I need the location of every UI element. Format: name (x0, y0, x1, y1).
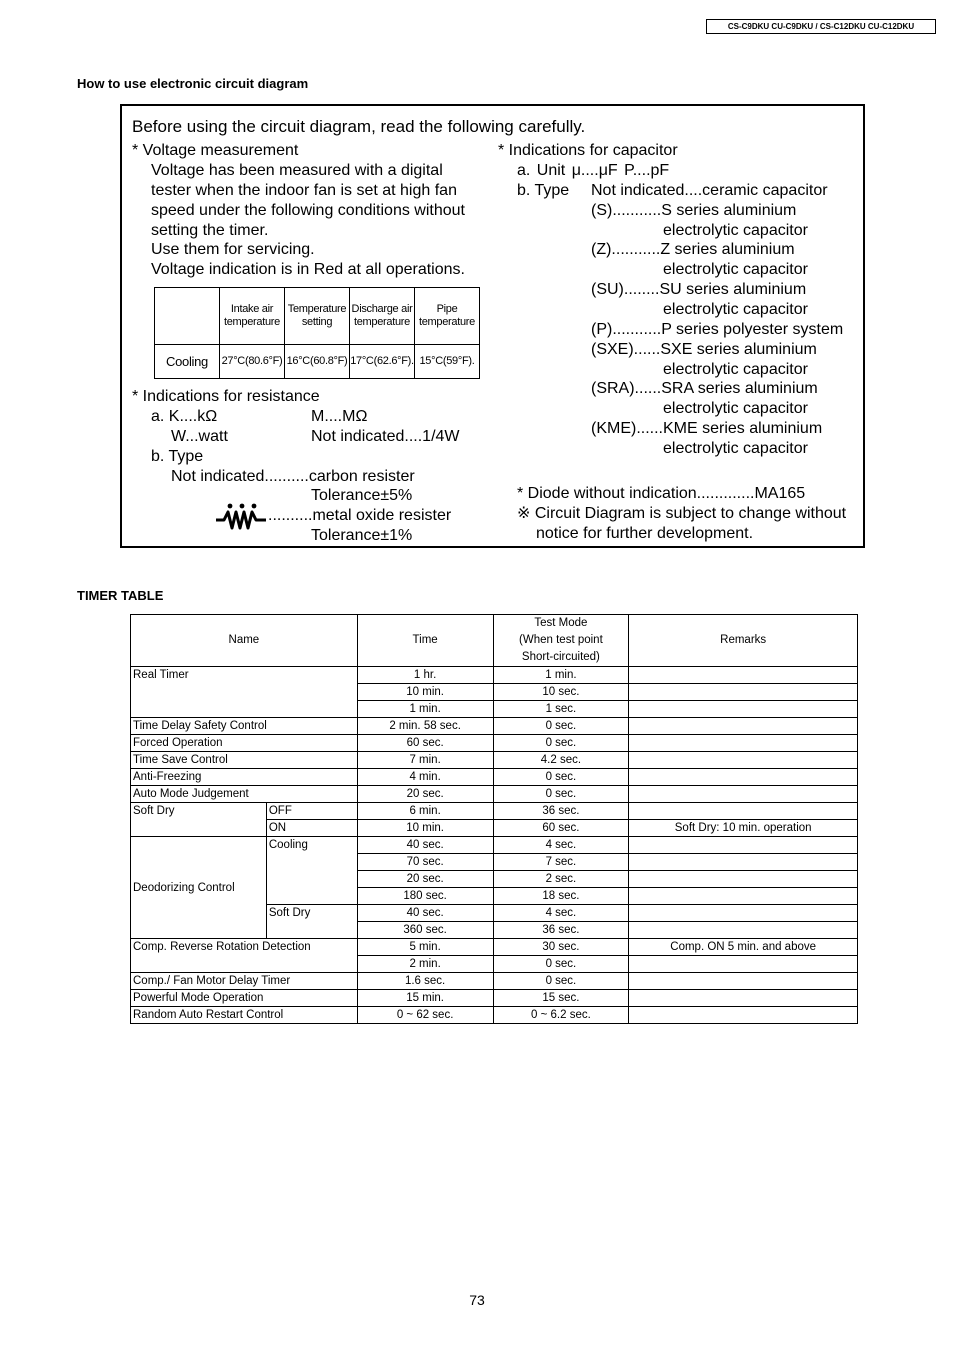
resistance-unit-m: M....MΩ (311, 408, 368, 425)
remarks-cell (629, 990, 858, 1007)
conditions-corner-cell (155, 288, 220, 345)
row-name: Powerful Mode Operation (131, 990, 358, 1007)
table-row (131, 769, 858, 786)
table-row (131, 735, 858, 752)
test-mode-cell: 0 sec. (493, 769, 629, 786)
table-row (131, 837, 858, 854)
test-mode-cell: 0 sec. (493, 973, 629, 990)
remarks-cell (629, 922, 858, 939)
header-remarks: Remarks (629, 615, 858, 667)
resistance-type-label: b. Type (151, 448, 204, 465)
header-name: Name (131, 615, 358, 667)
time-cell: 0 ~ 62 sec. (357, 1007, 493, 1024)
test-mode-cell: 2 sec. (493, 871, 629, 888)
remarks-cell (629, 956, 858, 973)
capacitor-type-desc: electrolytic capacitor (663, 440, 808, 457)
row-name: Anti-Freezing (131, 769, 358, 786)
time-cell: 60 sec. (357, 735, 493, 752)
conditions-value: 27°C(80.6°F) (220, 345, 285, 379)
row-name: Soft Dry (131, 803, 267, 837)
test-mode-cell: 7 sec. (493, 854, 629, 871)
conditions-value: 16°C(60.8°F) (285, 345, 350, 379)
header-test-mode-line: Test Mode (534, 617, 588, 629)
resistance-metal-tolerance: Tolerance±1% (311, 527, 413, 544)
time-cell: 40 sec. (357, 837, 493, 854)
capacitor-type: (S)...........S series aluminium (591, 202, 797, 219)
remarks-cell (629, 905, 858, 922)
voltage-heading: * Voltage measurement (132, 142, 299, 159)
remarks-cell (629, 735, 858, 752)
time-cell: 20 sec. (357, 871, 493, 888)
test-mode-cell: 0 sec. (493, 956, 629, 973)
metal-oxide-resistor-symbol-icon (214, 502, 268, 532)
test-mode-cell: 0 sec. (493, 718, 629, 735)
resistance-metal-oxide: ..........metal oxide resister (268, 507, 452, 524)
remarks-cell (629, 718, 858, 735)
table-row (131, 939, 858, 956)
capacitor-type-desc: electrolytic capacitor (663, 400, 808, 417)
resistance-carbon-tolerance: Tolerance±5% (311, 487, 413, 504)
voltage-line: setting the timer. (151, 222, 269, 239)
capacitor-type-desc: electrolytic capacitor (663, 222, 808, 239)
time-cell: 6 min. (357, 803, 493, 820)
conditions-header: Discharge air temperature (350, 288, 415, 345)
capacitor-type: (SRA)......SRA series aluminium (591, 380, 818, 397)
remarks-cell (629, 752, 858, 769)
capacitor-type: (SXE)......SXE series aluminium (591, 341, 817, 358)
capacitor-type-ceramic: Not indicated....ceramic capacitor (591, 182, 828, 199)
test-mode-cell: 30 sec. (493, 939, 629, 956)
capacitor-type-desc: electrolytic capacitor (663, 301, 808, 318)
row-subname: Cooling (266, 837, 357, 905)
test-mode-cell: 36 sec. (493, 922, 629, 939)
conditions-value: 15°C(59°F). (415, 345, 480, 379)
voltage-line: tester when the indoor fan is set at high fan (151, 182, 457, 199)
remarks-cell (629, 684, 858, 701)
capacitor-type-desc: electrolytic capacitor (663, 361, 808, 378)
capacitor-type: (KME)......KME series aluminium (591, 420, 823, 437)
time-cell: 40 sec. (357, 905, 493, 922)
remarks-cell (629, 701, 858, 718)
voltage-line: Voltage indication is in Red at all operations. (151, 261, 465, 278)
header-test-mode-line: Short-circuited) (521, 651, 600, 663)
row-name: Comp. Reverse Rotation Detection (131, 939, 358, 973)
table-row (131, 667, 858, 684)
section-title-circuit: How to use electronic circuit diagram (77, 76, 309, 91)
row-name: Comp./ Fan Motor Delay Timer (131, 973, 358, 990)
conditions-table (154, 287, 480, 379)
voltage-line: Use them for servicing. (151, 241, 315, 258)
capacitor-heading: * Indications for capacitor (498, 142, 678, 159)
test-mode-cell: 1 min. (493, 667, 629, 684)
time-cell: 5 min. (357, 939, 493, 956)
remarks-cell (629, 973, 858, 990)
time-cell: 2 min. 58 sec. (357, 718, 493, 735)
row-name: Forced Operation (131, 735, 358, 752)
conditions-mode: Cooling (155, 345, 220, 379)
time-cell: 7 min. (357, 752, 493, 769)
header-test-mode-line: (When test point (519, 634, 603, 646)
row-subname: Soft Dry (266, 905, 357, 939)
time-cell: 20 sec. (357, 786, 493, 803)
test-mode-cell: 4.2 sec. (493, 752, 629, 769)
header-test-mode (493, 615, 629, 667)
time-cell: 4 min. (357, 769, 493, 786)
capacitor-type: (Z)...........Z series aluminium (591, 241, 795, 258)
test-mode-cell: 60 sec. (493, 820, 629, 837)
circuit-notes-title: Before using the circuit diagram, read the following carefully. (132, 117, 586, 136)
test-mode-cell: 0 ~ 6.2 sec. (493, 1007, 629, 1024)
table-row (131, 752, 858, 769)
remarks-cell: Comp. ON 5 min. and above (629, 939, 858, 956)
capacitor-type: (SU)........SU series aluminium (591, 281, 807, 298)
resistance-heading: * Indications for resistance (132, 388, 320, 405)
time-cell: 2 min. (357, 956, 493, 973)
test-mode-cell: 1 sec. (493, 701, 629, 718)
test-mode-cell: 18 sec. (493, 888, 629, 905)
voltage-line: speed under the following conditions without (151, 202, 465, 219)
remarks-cell (629, 769, 858, 786)
remarks-cell (629, 1007, 858, 1024)
time-cell: 10 min. (357, 820, 493, 837)
time-cell: 10 min. (357, 684, 493, 701)
capacitor-type-label: b. Type (517, 182, 570, 199)
row-name: Time Save Control (131, 752, 358, 769)
time-cell: 1 min. (357, 701, 493, 718)
remarks-cell (629, 854, 858, 871)
timer-table (130, 614, 858, 1024)
row-subname: ON (266, 820, 357, 837)
remarks-cell (629, 871, 858, 888)
table-header-row (131, 615, 858, 667)
time-cell: 15 min. (357, 990, 493, 1007)
resistance-default-watt: Not indicated....1/4W (311, 428, 460, 445)
capacitor-type: (P)...........P series polyester system (591, 321, 844, 338)
table-row (131, 990, 858, 1007)
table-row (131, 1007, 858, 1024)
conditions-header: Intake air temperature (220, 288, 285, 345)
row-name: Auto Mode Judgement (131, 786, 358, 803)
header-time: Time (357, 615, 493, 667)
change-note: ※ Circuit Diagram is subject to change without (517, 505, 847, 522)
remarks-cell: Soft Dry: 10 min. operation (629, 820, 858, 837)
table-row (131, 718, 858, 735)
time-cell: 180 sec. (357, 888, 493, 905)
test-mode-cell: 0 sec. (493, 735, 629, 752)
row-name: Deodorizing Control (131, 837, 267, 939)
test-mode-cell: 4 sec. (493, 905, 629, 922)
change-note-cont: notice for further development. (536, 525, 754, 542)
remarks-cell (629, 667, 858, 684)
resistance-unit-k: a. K....kΩ (151, 408, 218, 425)
conditions-header: Temperature setting (285, 288, 350, 345)
circuit-notes-box (120, 104, 865, 548)
capacitor-type-desc: electrolytic capacitor (663, 261, 808, 278)
time-cell: 1 hr. (357, 667, 493, 684)
diode-note: * Diode without indication.............MA165 (517, 485, 806, 502)
remarks-cell (629, 803, 858, 820)
capacitor-unit: a. Unit μ....μF P....pF (517, 162, 670, 179)
test-mode-cell: 15 sec. (493, 990, 629, 1007)
resistance-unit-w: W...watt (171, 428, 228, 445)
test-mode-cell: 10 sec. (493, 684, 629, 701)
row-name: Real Timer (131, 667, 358, 718)
model-header: CS-C9DKU CU-C9DKU / CS-C12DKU CU-C12DKU (706, 19, 936, 34)
table-row (131, 973, 858, 990)
page-number: 73 (469, 1292, 485, 1308)
table-row (131, 786, 858, 803)
voltage-line: Voltage has been measured with a digital (151, 162, 443, 179)
time-cell: 1.6 sec. (357, 973, 493, 990)
remarks-cell (629, 837, 858, 854)
row-name: Random Auto Restart Control (131, 1007, 358, 1024)
resistance-carbon: Not indicated..........carbon resister (171, 468, 415, 485)
test-mode-cell: 4 sec. (493, 837, 629, 854)
conditions-value: 17°C(62.6°F). (350, 345, 415, 379)
remarks-cell (629, 786, 858, 803)
table-row (131, 803, 858, 820)
conditions-header: Pipe temperature (415, 288, 480, 345)
time-cell: 70 sec. (357, 854, 493, 871)
test-mode-cell: 0 sec. (493, 786, 629, 803)
row-name: Time Delay Safety Control (131, 718, 358, 735)
test-mode-cell: 36 sec. (493, 803, 629, 820)
row-subname: OFF (266, 803, 357, 820)
section-title-timer: TIMER TABLE (77, 588, 164, 603)
time-cell: 360 sec. (357, 922, 493, 939)
remarks-cell (629, 888, 858, 905)
